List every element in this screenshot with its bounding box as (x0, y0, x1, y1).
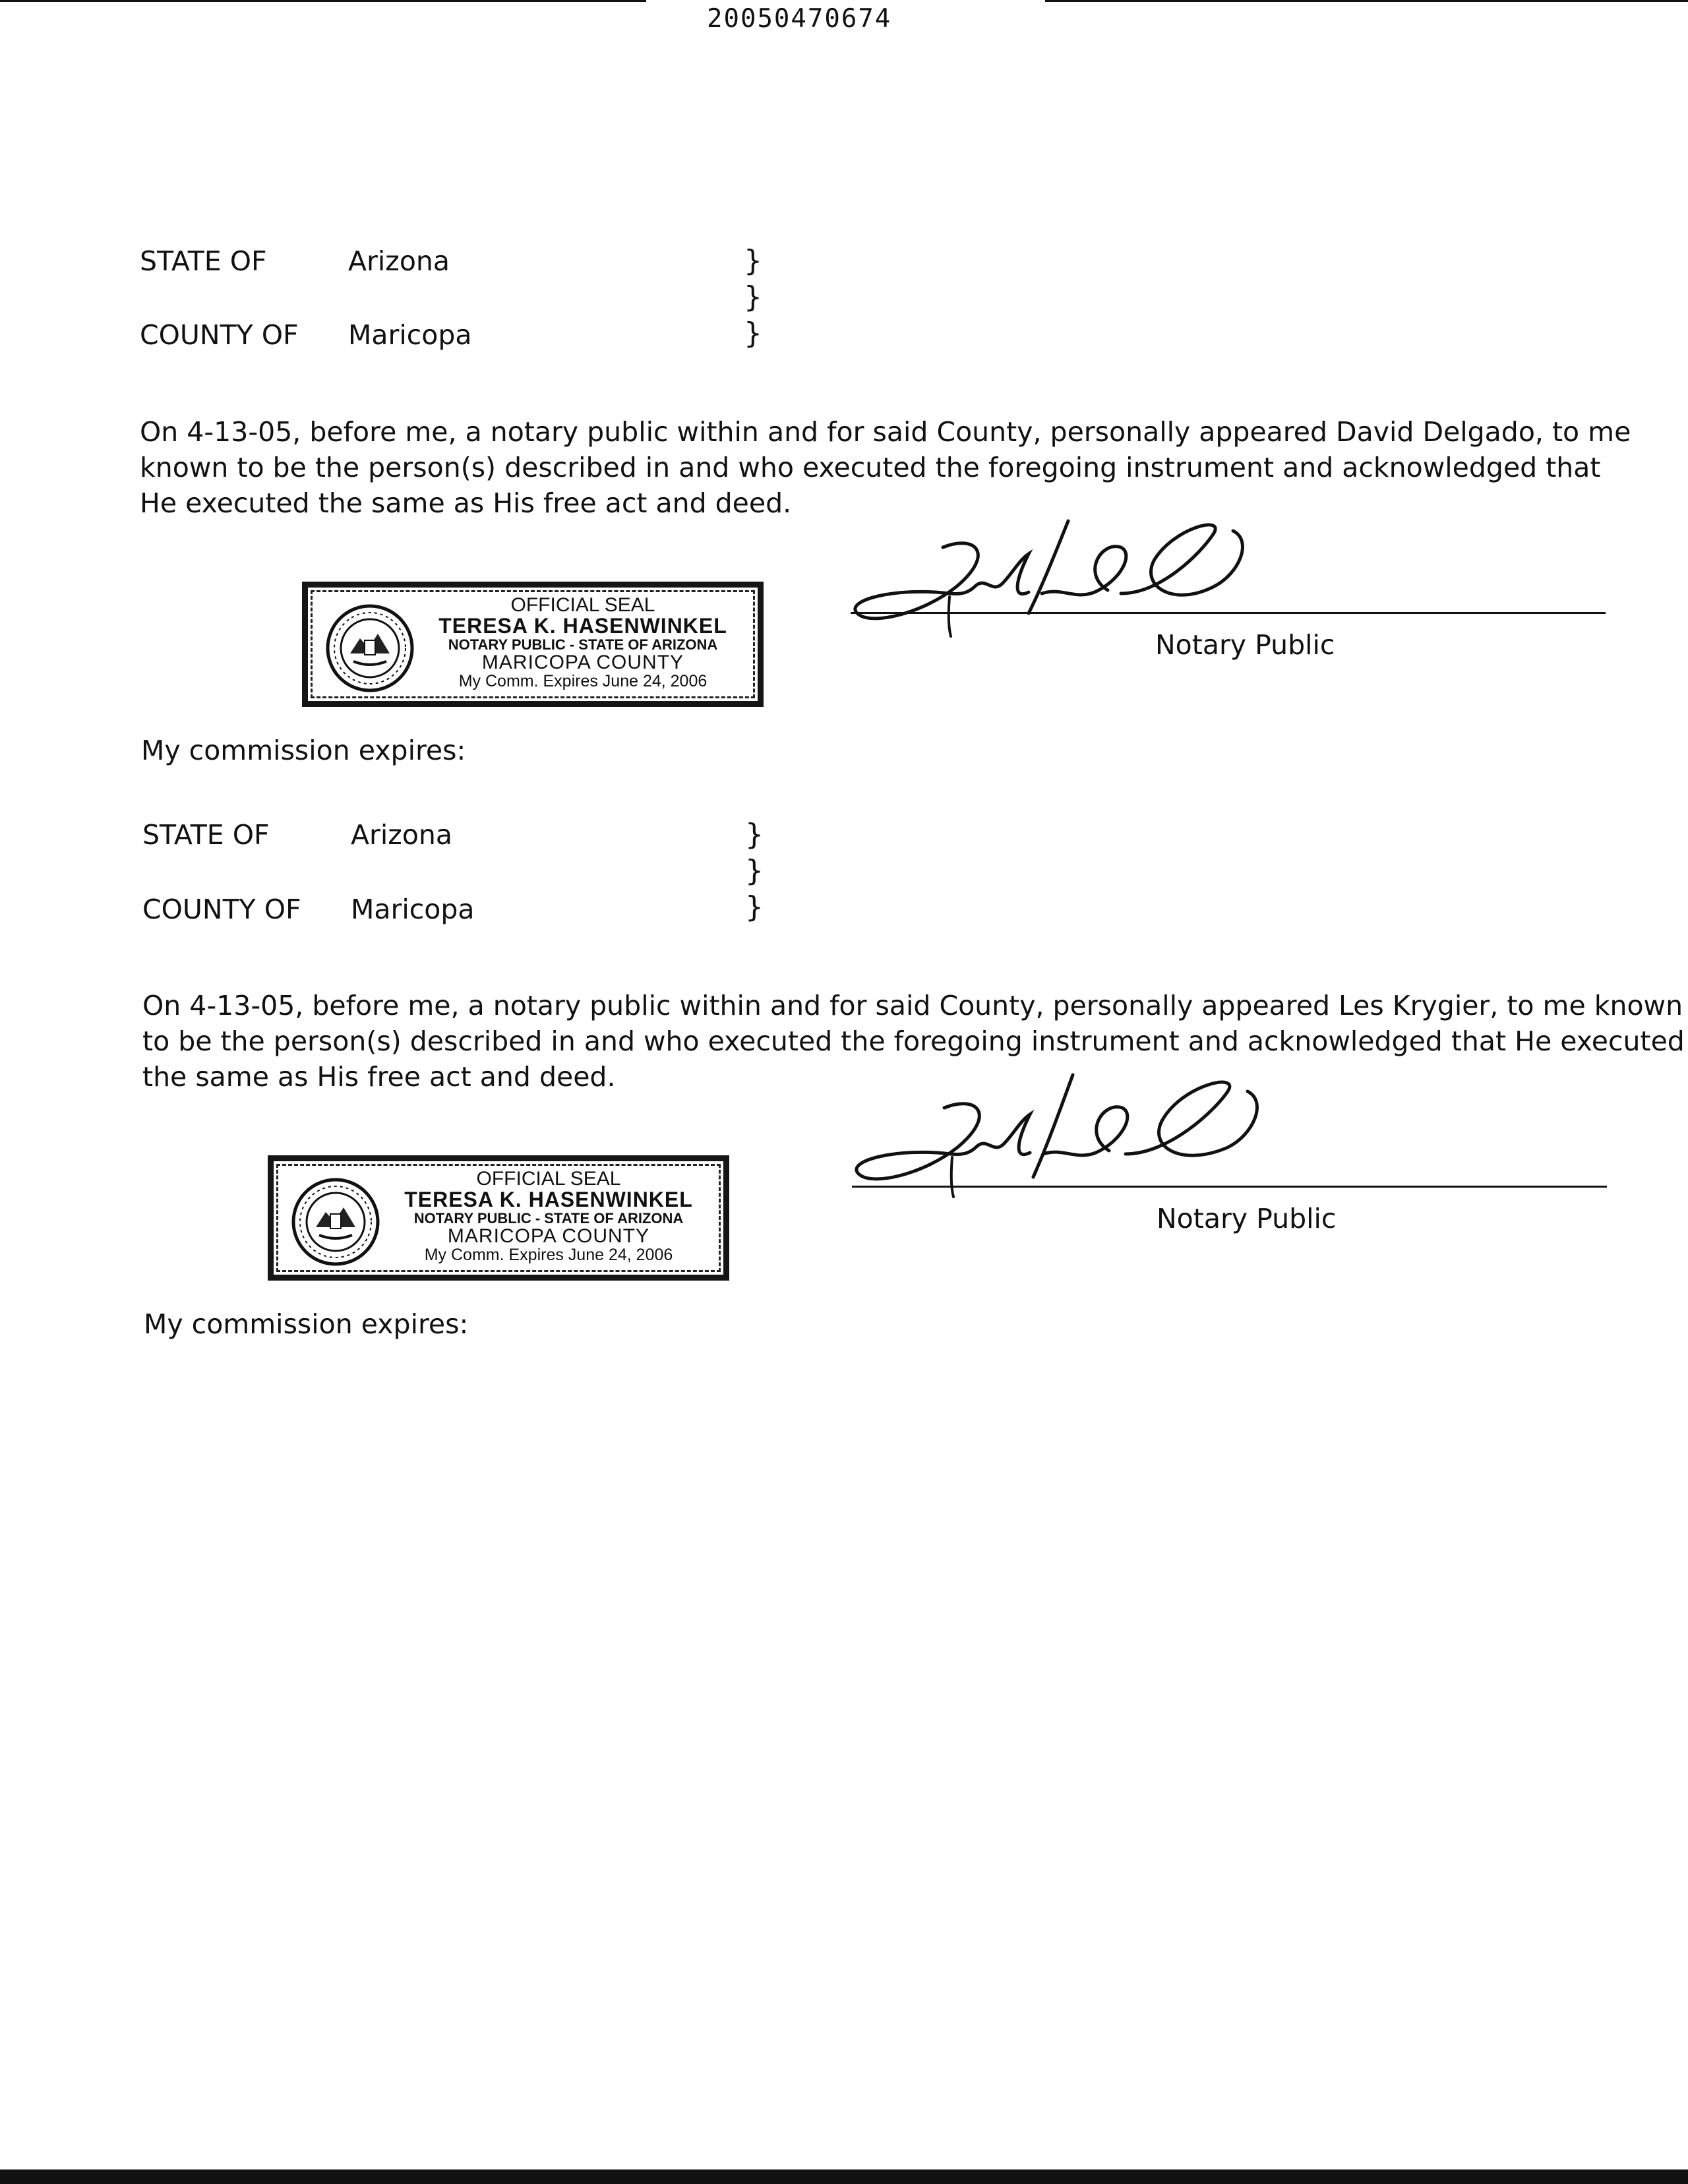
stamp-title: OFFICIAL SEAL (510, 594, 655, 616)
signature-line (851, 612, 1606, 614)
state-value: Arizona (351, 819, 453, 851)
paragraph-line: On 4-13-05, before me, a notary public within and for said County, personally appeared David Delgado, to me (140, 416, 1631, 448)
top-rule-right (1045, 0, 1688, 2)
brace: } (744, 244, 762, 278)
commission-expires-label: My commission expires: (144, 1308, 469, 1340)
top-rule-left (0, 0, 646, 2)
brace: } (744, 280, 762, 314)
stamp-text (420, 595, 746, 690)
stamp-notary-public: NOTARY PUBLIC - STATE OF ARIZONA (448, 636, 718, 653)
stamp-title: OFFICIAL SEAL (476, 1168, 621, 1190)
notary-signature (844, 514, 1306, 646)
county-label: COUNTY OF (142, 894, 301, 925)
acknowledgment-paragraph (140, 414, 1631, 521)
official-seal-stamp (268, 1155, 729, 1281)
stamp-expiration: My Comm. Expires June 24, 2006 (458, 672, 708, 690)
document-number: 20050470674 (707, 4, 892, 34)
bottom-scan-edge (0, 2169, 1688, 2184)
paragraph-line: the same as His free act and deed. (142, 1061, 616, 1093)
stamp-notary-name: TERESA K. HASENWINKEL (404, 1188, 693, 1211)
stamp-text (386, 1169, 711, 1264)
state-label: STATE OF (142, 819, 270, 851)
stamp-county: MARICOPA COUNTY (447, 1225, 650, 1247)
stamp-expiration: My Comm. Expires June 24, 2006 (424, 1246, 673, 1264)
brace: } (744, 317, 762, 350)
paragraph-line: On 4-13-05, before me, a notary public within and for said County, personally appeared Les Krygier, to me known (142, 990, 1683, 1021)
county-value: Maricopa (351, 894, 475, 925)
stamp-county: MARICOPA COUNTY (481, 652, 684, 673)
county-label: COUNTY OF (140, 319, 299, 351)
brace: } (745, 818, 764, 851)
brace: } (745, 890, 764, 924)
brace: } (745, 854, 764, 888)
paragraph-line: known to be the person(s) described in and who executed the foregoing instrument and acknowledged that (140, 452, 1601, 483)
state-seal-icon (289, 1176, 382, 1268)
state-value: Arizona (348, 245, 450, 277)
official-seal-stamp (302, 582, 764, 707)
paragraph-line: to be the person(s) described in and who executed the foregoing instrument and acknowledged that He executed (142, 1025, 1685, 1057)
commission-expires-label: My commission expires: (141, 735, 466, 766)
stamp-notary-name: TERESA K. HASENWINKEL (438, 614, 727, 638)
notary-public-label: Notary Public (1157, 1203, 1337, 1234)
notary-signature (845, 1072, 1320, 1210)
state-seal-icon (324, 602, 416, 694)
stamp-notary-public: NOTARY PUBLIC - STATE OF ARIZONA (413, 1210, 684, 1227)
signature-line (852, 1186, 1607, 1188)
paragraph-line: He executed the same as His free act and deed. (140, 487, 792, 519)
state-label: STATE OF (140, 245, 267, 277)
county-value: Maricopa (348, 319, 472, 351)
notary-public-label: Notary Public (1155, 629, 1335, 661)
